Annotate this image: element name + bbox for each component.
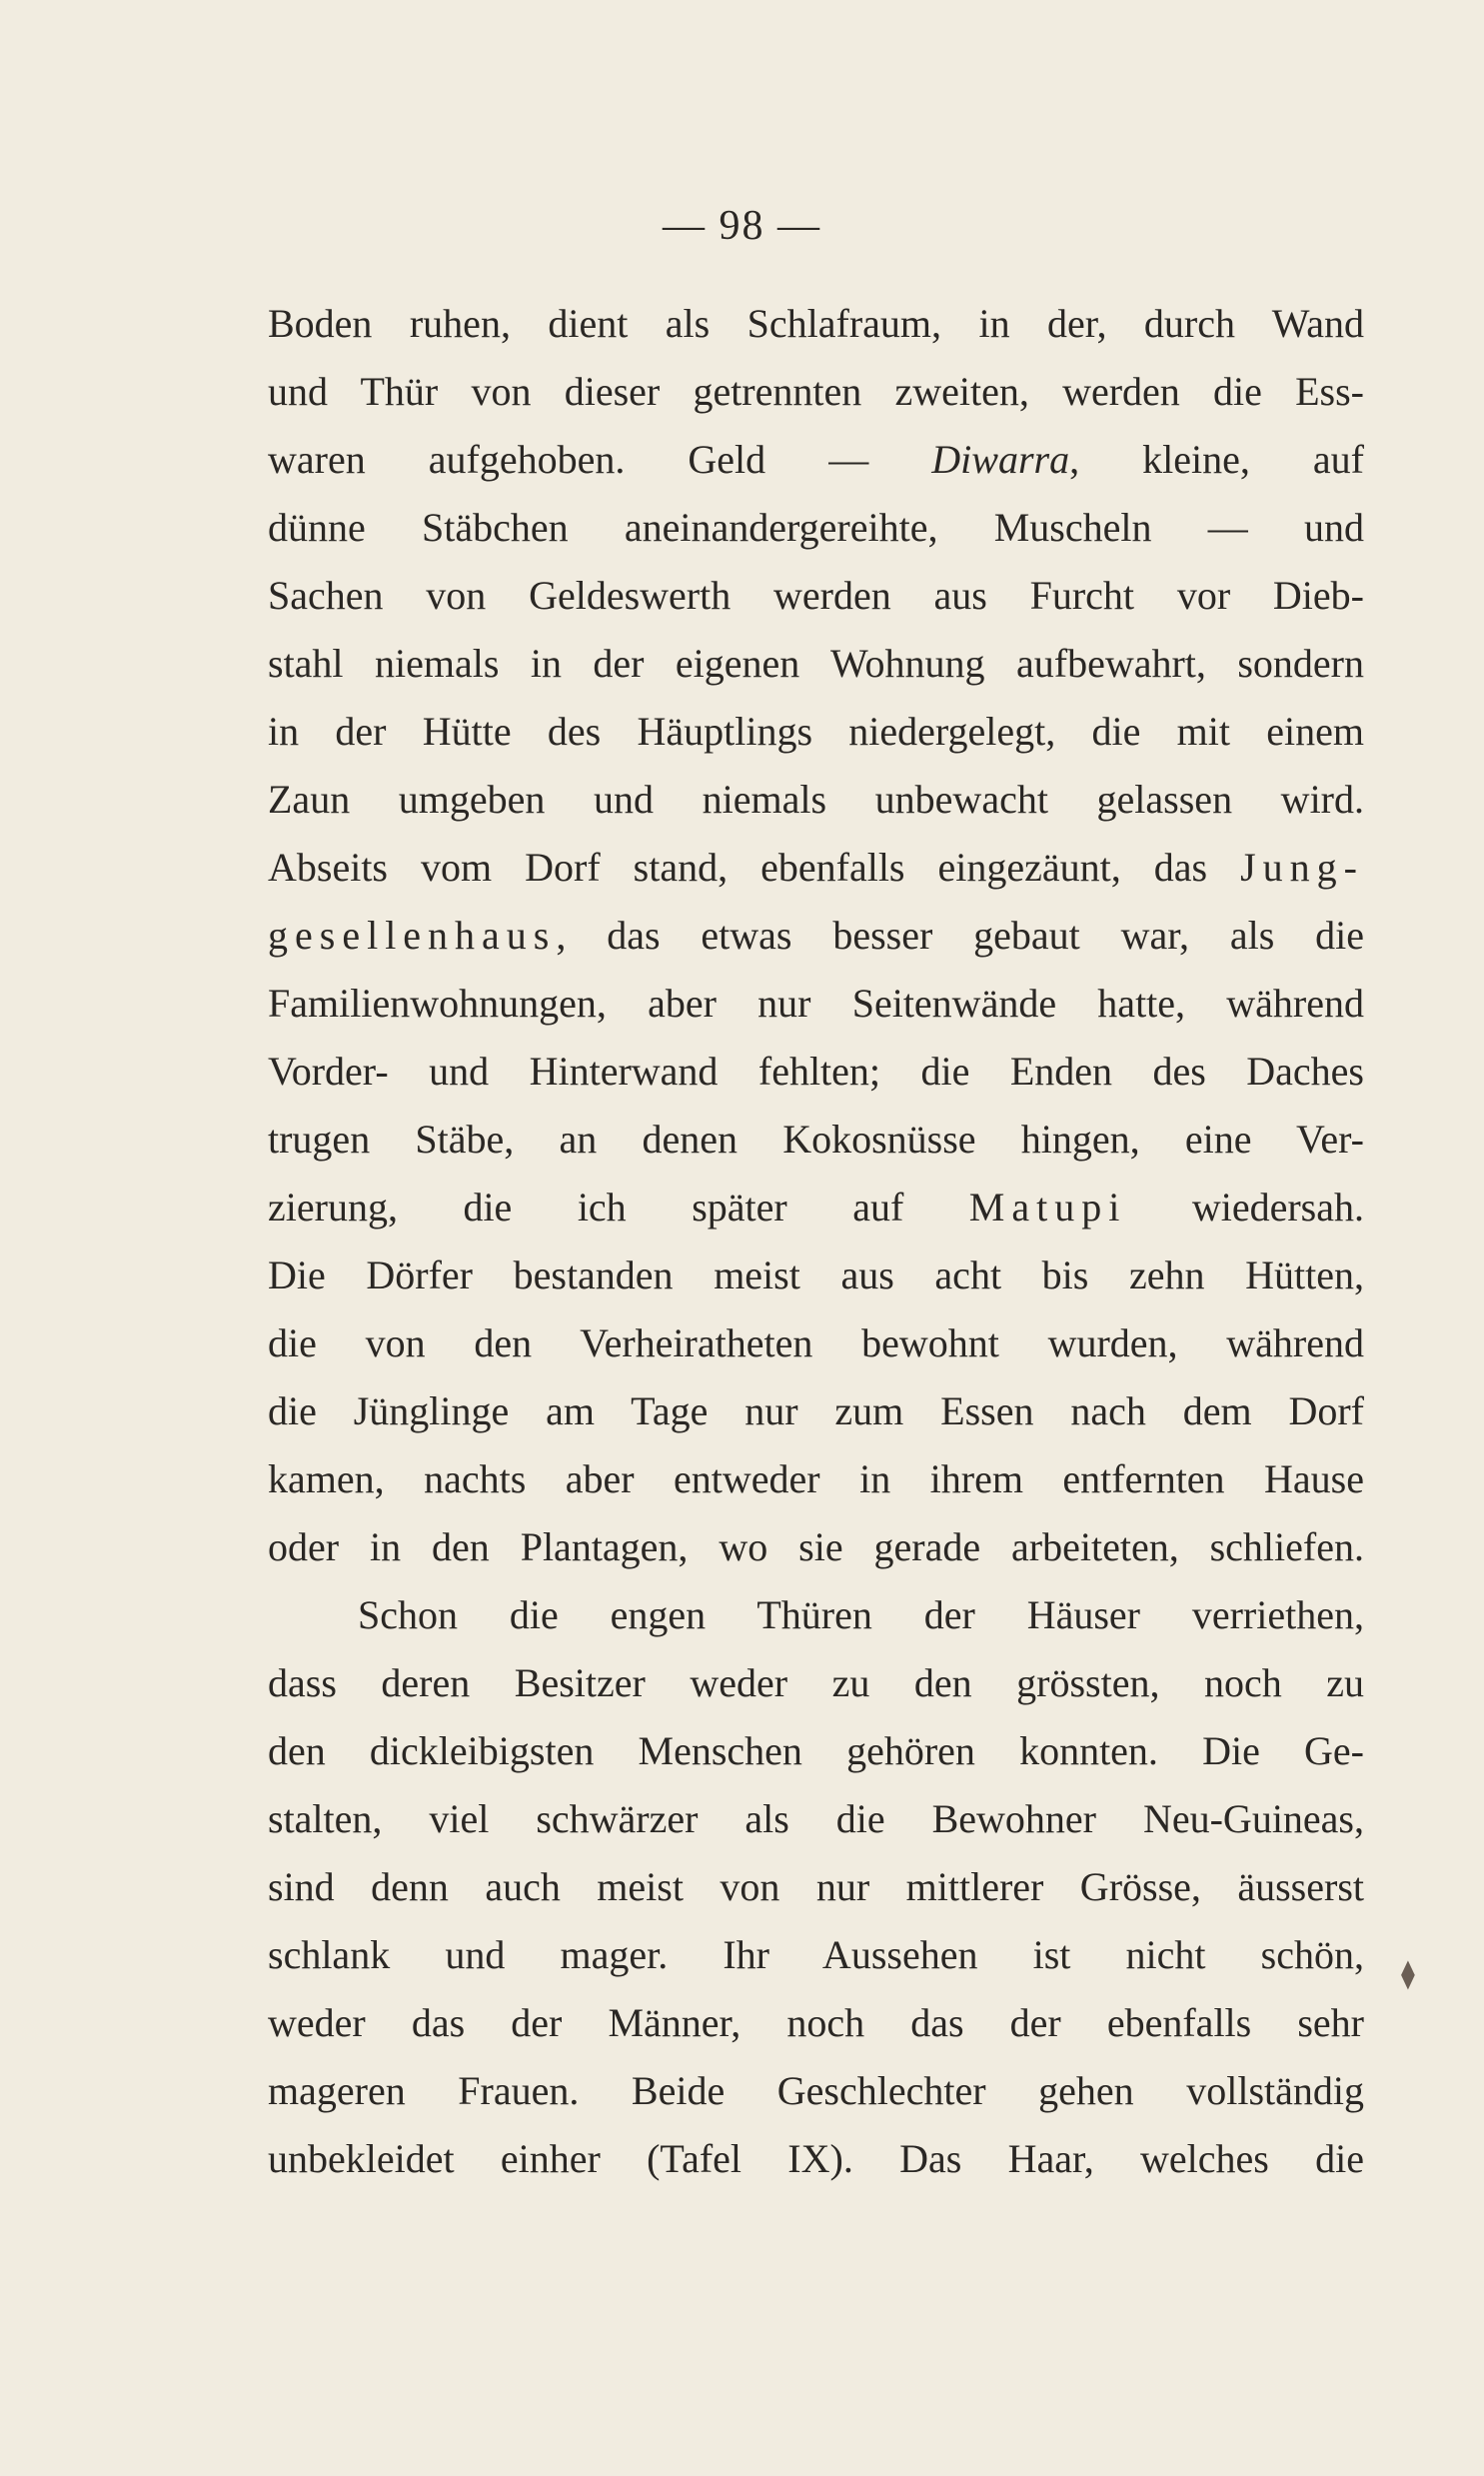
text-segment: , das etwas besser gebaut war, als die [556, 913, 1364, 958]
body-text [268, 290, 1364, 2193]
text-line [268, 902, 1364, 970]
text-segment: mageren Frauen. Beide Geschlechter gehen vollständig [268, 2068, 1364, 2113]
text-line [268, 1921, 1364, 1989]
text-line [268, 1785, 1364, 1853]
text-segment: waren aufgehoben. Geld — [268, 437, 932, 482]
text-segment: Vorder- und Hinterwand fehlten; die Enden des Daches [268, 1049, 1364, 1094]
text-line [268, 834, 1364, 902]
text-segment: Familienwohnungen, aber nur Seitenwände hatte, während [268, 981, 1364, 1026]
text-line [268, 698, 1364, 766]
text-segment: oder in den Plantagen, wo sie gerade arbeiteten, schliefen. [268, 1524, 1364, 1569]
text-line [268, 766, 1364, 834]
text-line [268, 358, 1364, 426]
text-line [268, 1241, 1364, 1309]
text-line [268, 290, 1364, 358]
text-line [268, 970, 1364, 1038]
text-line [268, 426, 1364, 494]
text-segment: in der Hütte des Häuptlings niedergelegt, die mit einem [268, 709, 1364, 754]
text-segment: Boden ruhen, dient als Schlafraum, in der, durch Wand [268, 301, 1364, 346]
text-segment: Die Dörfer bestanden meist aus acht bis zehn Hütten, [268, 1252, 1364, 1297]
text-segment: Schon die engen Thüren der Häuser verriethen, [358, 1592, 1364, 1637]
text-segment: schlank und mager. Ihr Aussehen ist nicht schön, [268, 1932, 1364, 1977]
text-segment: weder das der Männer, noch das der ebenfalls sehr [268, 2000, 1364, 2045]
text-line [268, 1989, 1364, 2057]
text-segment: , kleine, auf [1069, 437, 1364, 482]
text-segment: unbekleidet einher (Tafel IX). Das Haar, welches die [268, 2136, 1364, 2181]
text-line [268, 1717, 1364, 1785]
text-segment: dünne Stäbchen aneinandergereihte, Muscheln — und [268, 505, 1364, 550]
text-segment: und Thür von dieser getrennten zweiten, werden die Ess- [268, 369, 1364, 414]
text-segment: sind denn auch meist von nur mittlerer Grösse, äusserst [268, 1864, 1364, 1909]
text-segment: stalten, viel schwärzer als die Bewohner Neu-Guineas, [268, 1796, 1364, 1841]
text-line [268, 1445, 1364, 1513]
text-segment: die von den Verheiratheten bewohnt wurden, während [268, 1320, 1364, 1365]
text-segment: Matupi [968, 1185, 1127, 1230]
text-segment: Diwarra [931, 437, 1070, 482]
margin-mark: ⧫ [1401, 1959, 1415, 1990]
text-segment: Jung- [1240, 845, 1364, 890]
text-segment: Abseits vom Dorf stand, ebenfalls eingezäunt, das [268, 845, 1241, 890]
text-segment: den dickleibigsten Menschen gehören konnten. Die Ge- [268, 1728, 1364, 1773]
text-segment: Zaun umgeben und niemals unbewacht gelassen wird. [268, 777, 1364, 822]
text-segment: die Jünglinge am Tage nur zum Essen nach dem Dorf [268, 1388, 1364, 1433]
text-segment: zierung, die ich später auf [268, 1185, 969, 1230]
text-line [268, 1513, 1364, 1581]
text-segment: gesellenhaus [268, 913, 557, 958]
text-line [268, 1038, 1364, 1106]
text-line [268, 562, 1364, 630]
text-segment: dass deren Besitzer weder zu den grössten, noch zu [268, 1660, 1364, 1705]
text-line [268, 1853, 1364, 1921]
text-line [268, 1649, 1364, 1717]
text-line [268, 2125, 1364, 2193]
text-segment: wiedersah. [1126, 1185, 1364, 1230]
text-segment: trugen Stäbe, an denen Kokosnüsse hingen, eine Ver- [268, 1117, 1364, 1162]
page-number: — 98 — [663, 203, 821, 249]
text-line [268, 1174, 1364, 1241]
text-line [268, 1106, 1364, 1174]
text-line [268, 630, 1364, 698]
text-line [268, 1309, 1364, 1377]
text-line [268, 1581, 1364, 1649]
text-line [268, 2057, 1364, 2125]
text-line [268, 1377, 1364, 1445]
text-segment: Sachen von Geldeswerth werden aus Furcht vor Dieb- [268, 573, 1364, 618]
text-line [268, 494, 1364, 562]
text-segment: kamen, nachts aber entweder in ihrem entfernten Hause [268, 1456, 1364, 1501]
text-segment: stahl niemals in der eigenen Wohnung aufbewahrt, sondern [268, 641, 1364, 686]
